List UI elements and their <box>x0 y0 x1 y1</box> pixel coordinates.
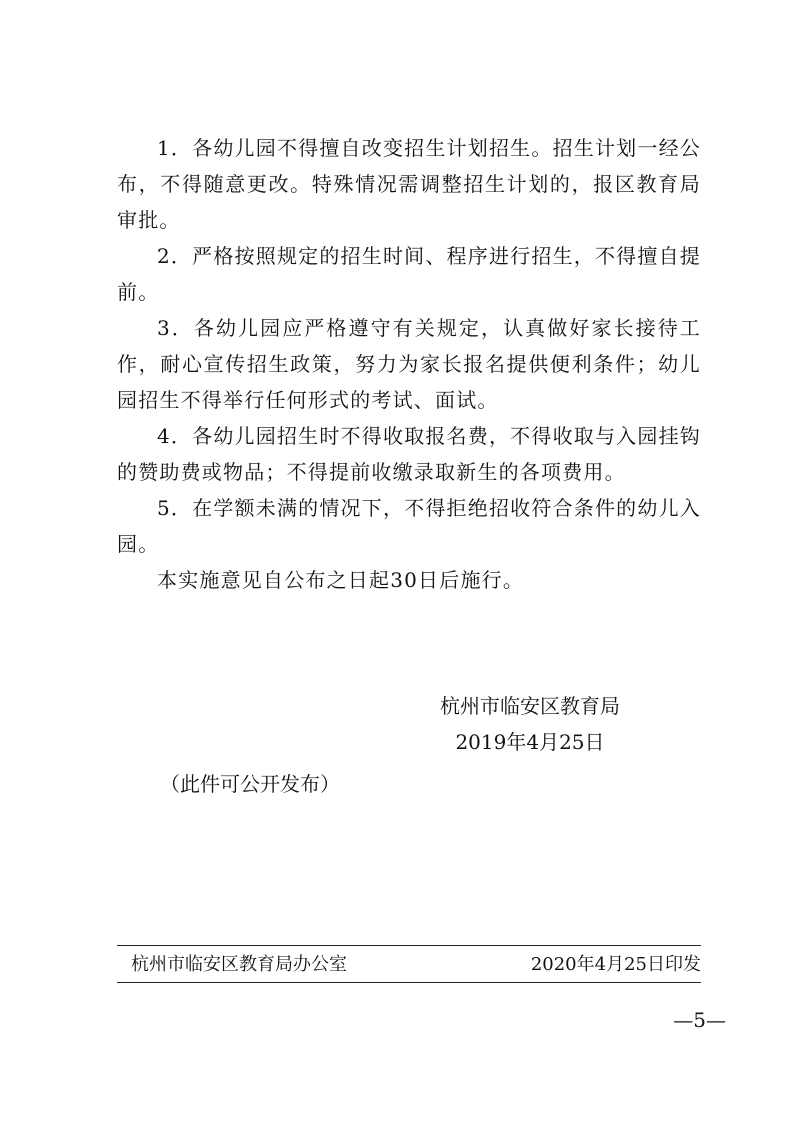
paragraph-item-2: 2．严格按照规定的招生时间、程序进行招生，不得擅自提前。 <box>117 244 701 304</box>
signature-date: 2019年4月25日 <box>455 730 605 754</box>
footer-row <box>117 950 701 980</box>
footer-bottom-rule <box>117 982 701 983</box>
paragraph-item-4: 4．各幼儿园招生时不得收取报名费，不得收取与入园挂钩的赞助费或物品；不得提前收缴录取新生的各项费用。 <box>117 424 701 484</box>
signature-block <box>420 688 640 760</box>
footer-top-rule <box>117 945 701 946</box>
paragraph-item-3: 3．各幼儿园应严格遵守有关规定，认真做好家长接待工作，耐心宣传招生政策，努力为家长报名提供便利条件；幼儿园招生不得举行任何形式的考试、面试。 <box>117 316 701 412</box>
document-body <box>117 130 701 598</box>
footer-print-date: 2020年4月25日印发 <box>530 954 701 975</box>
signature-issuer: 杭州市临安区教育局 <box>440 694 620 718</box>
footer-issuer-office: 杭州市临安区教育局办公室 <box>131 954 347 975</box>
paragraph-item-5: 5．在学额未满的情况下，不得拒绝招收符合条件的幼儿入园。 <box>117 496 701 556</box>
public-release-note: （此件可公开发布） <box>160 772 340 796</box>
page-number: —5— <box>673 1008 726 1032</box>
paragraph-item-1: 1．各幼儿园不得擅自改变招生计划招生。招生计划一经公布，不得随意更改。特殊情况需调整招生计划的，报区教育局审批。 <box>117 136 701 232</box>
effective-date-paragraph: 本实施意见自公布之日起30日后施行。 <box>157 568 525 592</box>
